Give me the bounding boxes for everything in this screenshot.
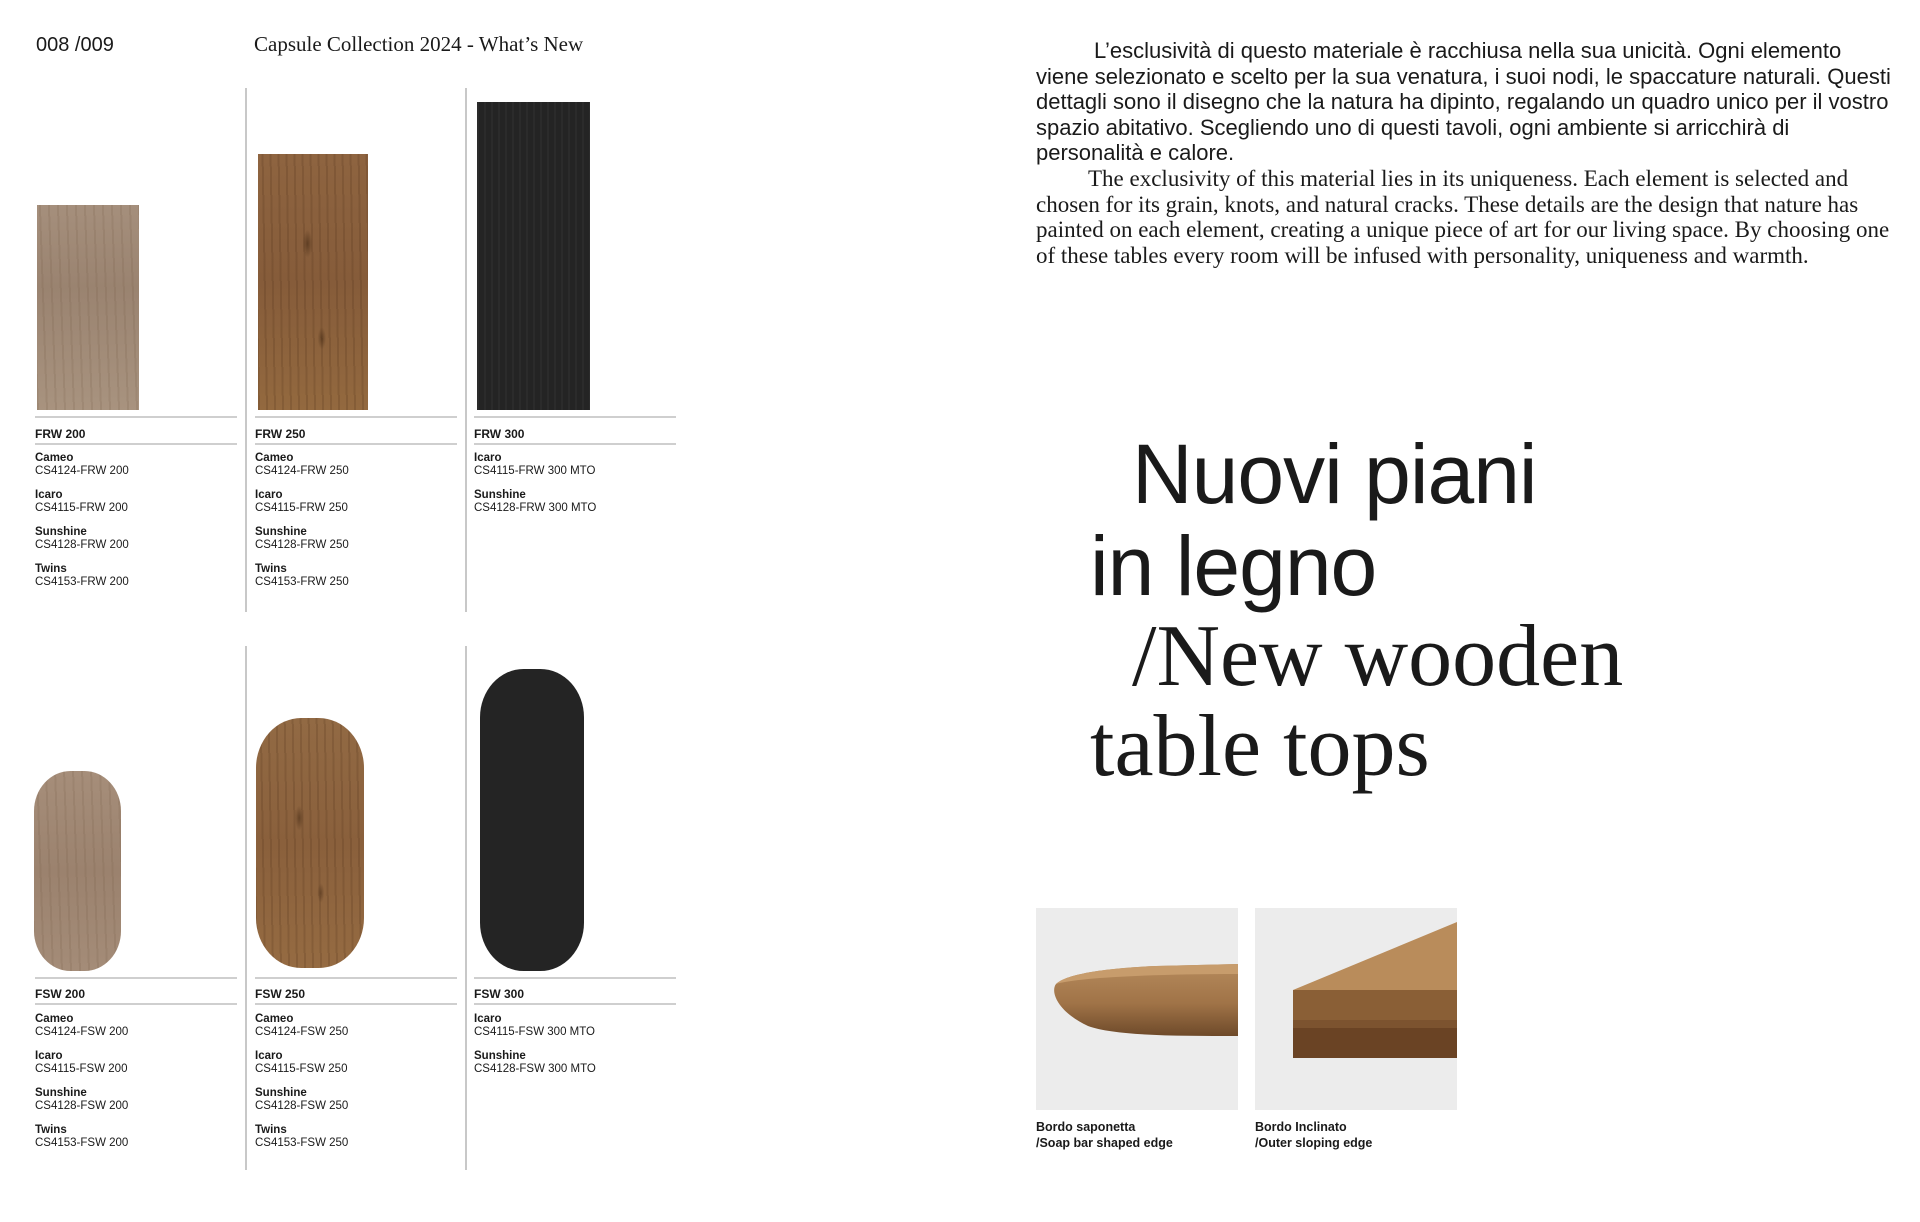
column-divider [245,646,247,1170]
variant-code: CS4115-FSW 200 [35,1063,128,1075]
variant-item [474,1013,596,1039]
rule [35,443,237,445]
variant-code: CS4115-FSW 300 MTO [474,1026,596,1038]
variant-name: Icaro [35,1050,63,1062]
variant-name: Icaro [255,1050,283,1062]
variant-name: Sunshine [255,1087,307,1099]
variant-item [255,1013,348,1039]
soap-bar-edge-illustration [1036,908,1238,1110]
variant-item [35,1050,128,1076]
variant-code: CS4115-FRW 250 [255,502,348,514]
variant-item [35,526,129,552]
rule [35,1003,237,1005]
variant-code: CS4153-FSW 200 [35,1137,129,1149]
variant-code: CS4115-FSW 250 [255,1063,348,1075]
variant-name: Icaro [474,452,502,464]
product-model: FSW 200 [35,987,86,1001]
variant-code: CS4128-FRW 200 [35,539,129,551]
rule [474,977,676,979]
rule [474,416,676,418]
variant-name: Sunshine [474,489,526,501]
table-top-fsw-250-image [256,718,364,968]
rule [255,1003,457,1005]
product-model: FRW 200 [35,427,86,441]
variant-name: Icaro [255,489,283,501]
variant-name: Sunshine [35,1087,87,1099]
rule [255,443,457,445]
edge-caption-1 [1036,1119,1173,1151]
variant-name: Twins [35,563,67,575]
variant-item [474,1050,596,1076]
variant-code: CS4128-FRW 250 [255,539,349,551]
variant-code: CS4124-FRW 250 [255,465,349,477]
variant-name: Sunshine [255,526,307,538]
variant-list [474,452,596,526]
variant-code: CS4124-FSW 250 [255,1026,349,1038]
rule [35,416,237,418]
variant-code: CS4153-FRW 200 [35,576,129,588]
product-model: FSW 300 [474,987,525,1001]
product-model: FSW 250 [255,987,306,1001]
variant-list [35,452,129,600]
product-model: FRW 300 [474,427,525,441]
outer-sloping-edge-image [1255,908,1457,1110]
column-divider [245,88,247,612]
variant-item [255,526,349,552]
intro-english: The exclusivity of this material lies in its uniqueness. Each element is selected and chosen for its grain, knots, and natural cracks. These details are the design that nature has painted on each element, creating a unique piece of art for our living space. By choosing one of these tables every room will be infused with personality, uniqueness and warmth. [1036,166,1890,268]
variant-item [255,1050,348,1076]
variant-item [474,489,596,515]
variant-list [474,1013,596,1087]
variant-item [255,563,349,589]
variant-code: CS4124-FSW 200 [35,1026,129,1038]
rule [474,443,676,445]
variant-list [255,1013,348,1161]
variant-name: Cameo [255,1013,294,1025]
column-divider [465,88,467,612]
rule [255,416,457,418]
edge-english: /Outer sloping edge [1255,1136,1373,1150]
variant-name: Twins [255,563,287,575]
variant-item [35,1124,128,1150]
variant-code: CS4128-FRW 300 MTO [474,502,597,514]
edge-name: Bordo saponetta [1036,1120,1136,1134]
variant-item [35,489,129,515]
variant-item [35,1013,128,1039]
variant-code: CS4153-FRW 250 [255,576,349,588]
headline-line-4: table tops [1090,698,1430,795]
variant-name: Cameo [35,1013,74,1025]
table-top-frw-200-image [37,205,139,410]
variant-item [35,452,129,478]
variant-item [255,452,349,478]
edge-name: Bordo Inclinato [1255,1120,1347,1134]
variant-item [35,563,129,589]
rule [474,1003,676,1005]
variant-name: Cameo [35,452,74,464]
table-top-fsw-200-image [34,771,121,971]
table-top-frw-300-image [477,102,590,410]
variant-code: CS4128-FSW 200 [35,1100,129,1112]
table-top-fsw-300-image [480,669,584,971]
headline-line-2: in legno [1090,519,1377,613]
variant-code: CS4153-FSW 250 [255,1137,349,1149]
variant-code: CS4128-FSW 250 [255,1100,349,1112]
soap-bar-edge-image [1036,908,1238,1110]
variant-item [255,1087,348,1113]
table-top-frw-250-image [258,154,368,410]
variant-item [255,489,349,515]
product-model: FRW 250 [255,427,306,441]
page-number: 008 /009 [36,34,114,56]
headline-line-1: Nuovi piani [1132,427,1537,521]
variant-name: Twins [35,1124,67,1136]
variant-name: Sunshine [474,1050,526,1062]
variant-code: CS4128-FSW 300 MTO [474,1063,596,1075]
edge-caption-2 [1255,1119,1372,1151]
intro-italian: L’esclusività di questo materiale è racchiusa nella sua unicità. Ogni elemento viene selezionato e scelto per la sua venatura, i suoi nodi, le spaccature naturali. Questi dettagli sono il disegno che la natura ha dipinto, regalando un quadro unico per il vostro spazio abitativo. Scegliendo uno di questi tavoli, ogni ambiente si arricchirà di personalità e calore. [1036,38,1891,165]
variant-item [35,1087,128,1113]
variant-name: Sunshine [35,526,87,538]
variant-name: Icaro [474,1013,502,1025]
variant-code: CS4115-FRW 300 MTO [474,465,596,477]
rule [35,977,237,979]
edge-english: /Soap bar shaped edge [1036,1136,1173,1150]
variant-list [35,1013,128,1161]
variant-item [255,1124,348,1150]
variant-item [474,452,596,478]
variant-list [255,452,349,600]
sloping-edge-illustration [1255,908,1457,1110]
variant-name: Cameo [255,452,294,464]
headline-line-3: /New wooden [1132,608,1624,705]
variant-name: Twins [255,1124,287,1136]
column-divider [465,646,467,1170]
variant-code: CS4115-FRW 200 [35,502,128,514]
catalog-title: Capsule Collection 2024 - What’s New [254,32,584,56]
variant-name: Icaro [35,489,63,501]
rule [255,977,457,979]
variant-code: CS4124-FRW 200 [35,465,129,477]
